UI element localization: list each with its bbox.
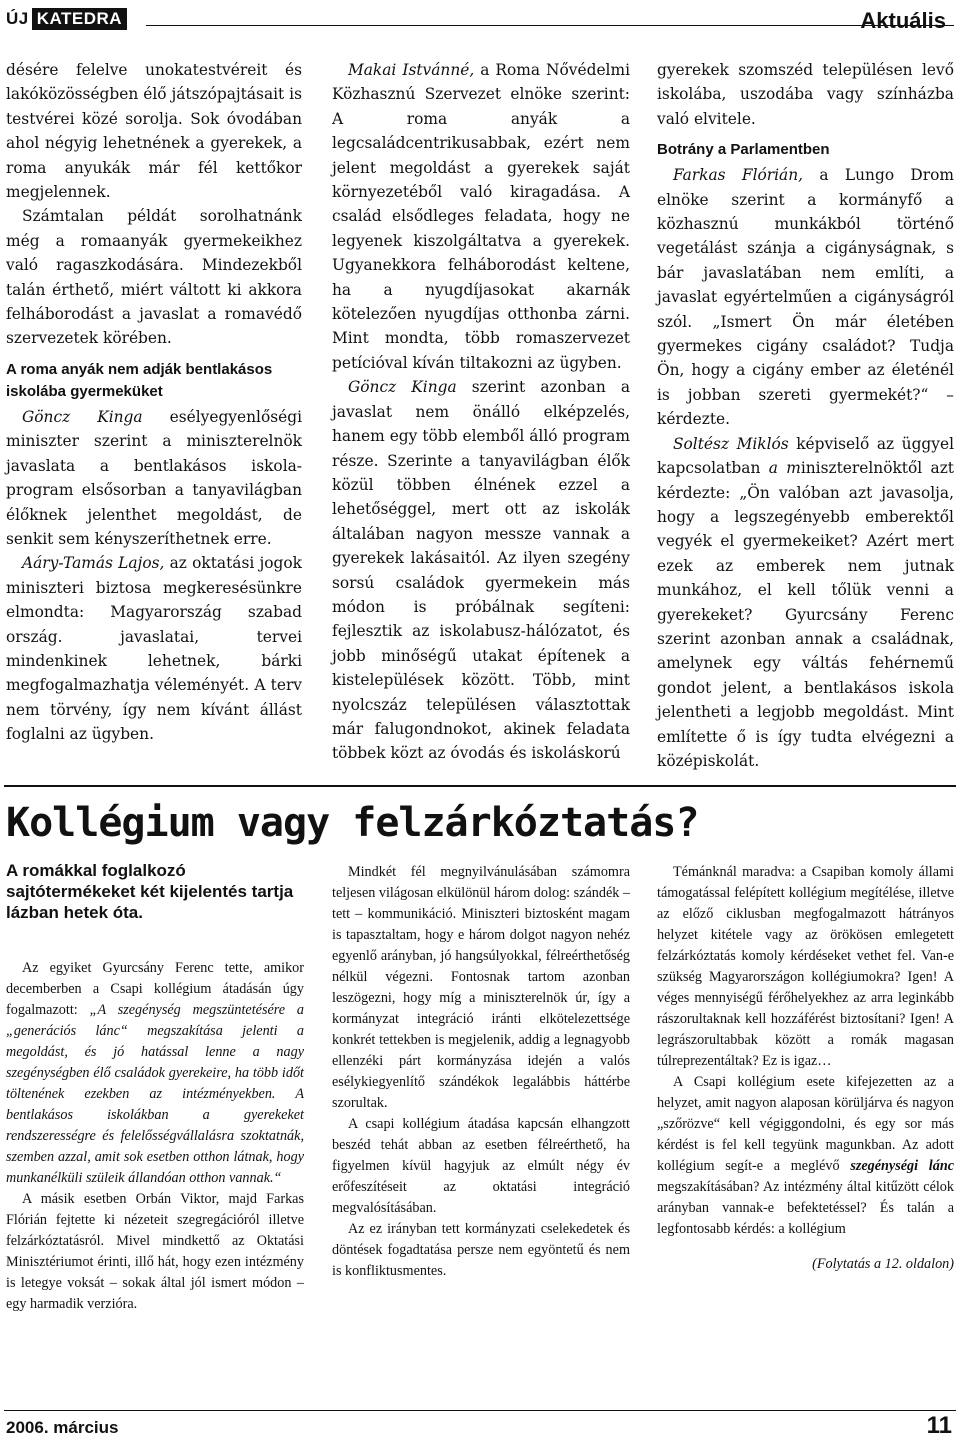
article2-headline: Kollégium vagy felzárkóztatás? xyxy=(6,800,699,846)
page-number: 11 xyxy=(926,1412,952,1439)
paragraph: Farkas Flórián, a Lungo Drom elnöke szerint a kormányfő a közhasznú munkákból történő vegetálást szánja a cigányságnak, s bár javaslatában nem említi, a javaslat egyértelműen a cigányságról szól. „Ismert Ön már életében gyermekes cigány családot? Tudja Ön, hogy a cigány ember az életénél is jobban szereti gyermekét?“ – kérdezte. xyxy=(657,166,954,429)
magazine-logo xyxy=(6,8,127,30)
person-name: Aáry-Tamás Lajos, xyxy=(22,554,165,573)
paragraph: Az egyiket Gyurcsány Ferenc tette, amikor decemberben a Csapi kollégium átadásán úgy fogalmazott: „A szegénység megszüntetésére a „generációs lánc“ megszakítása jelenti a megoldást, és jó hatással lenne a nagy szegénységben élő családok gyerekeire, ha több időt töltenének ezekben az intézményekben. A bentlakásos iskolákban a gyerekeket rendszerességre és felelősségvállalásra szoktatnák, szemben azzal, amit sok esetben otthon látnak, hogy munkanélküli szüleik állandóan otthon vannak.“ xyxy=(6,960,304,1186)
article1-column1 xyxy=(6,58,302,747)
header-rule xyxy=(146,25,954,26)
paragraph: gyerekek szomszéd településen levő iskolába, uszodába vagy színházba való elvitele. xyxy=(657,61,954,128)
page-header xyxy=(6,8,954,36)
person-name: Farkas Flórián, xyxy=(673,166,804,185)
quote: „A szegénység megszüntetésére a „generációs lánc“ megszakítása jelenti a megoldást, és jó hatással lenne a nagy szegénységben élő családok gyerekeire, ha több időt töltenének ezekben az intézményekben. A bentlakásos iskolákban a gyerekeket rendszerességre és felelősségvállalásra szoktatnák, szemben azzal, amit sok esetben otthon látnak, hogy munkanélküli szüleik állandóan otthon vannak.“ xyxy=(6,1002,304,1186)
continued-note: (Folytatás a 12. oldalon) xyxy=(812,1256,954,1272)
paragraph: Aáry-Tamás Lajos, az oktatási jogok miniszteri biztosa megkeresésünkre elmondta: Magyarország szabad ország. javaslatai, tervei mindenkinek lehetnek, bárki megfogalmazhatja véleményét. A terv nem törvény, így nem kívánt állást foglalni az ügyben. xyxy=(6,554,302,744)
paragraph: Makai Istvánné, a Roma Nővédelmi Közhasznú Szervezet elnöke szerint: A roma anyák a legcsaládcentrikusabbak, ezért nem jelent megoldást a gyerekek saját környezetéből való kiragadása. A család elsődleges feladata, hogy ne legyenek kiszolgáltatva a gyerekek. Ugyanekkora felháborodást keltene, ha a nyugdíjasokat akarnák kötelezően nyugdíjas otthonba zárni. Mint mondta, több romaszervezet petícióval kíván tiltakozni az ügyben. xyxy=(332,61,630,372)
person-name: Göncz Kinga xyxy=(22,407,143,426)
logo-name: KATEDRA xyxy=(32,8,127,30)
paragraph: A Csapi kollégium esete kifejezetten az a helyzet, amit nagyon alaposan körüljárva és nagyon „szőrözve“ kell végiggondolni, és egy sor más kérdést is fel kell tegyünk magunkban. Az adott kollégium segít-e a meglévő szegénységi lánc megszakításában? Az intézmény által kitűzött célok arányban vannak-e befektetéssel? És talán a legfontosabb kérdés: a kollégium xyxy=(657,1074,955,1237)
article-divider xyxy=(4,785,956,787)
article2-column2 xyxy=(332,862,630,1282)
subheading: Botrány a Parlamentben xyxy=(657,141,830,159)
paragraph: désére felelve unokatestvéreit és lakóközösségben élő játszópajtásait is testvérei közé sorolja. Sok óvodában ahol négyig lehetnének a gyerekek, a roma anyukák már fél kettőkor megjelennek. xyxy=(6,61,302,202)
paragraph: Témánknál maradva: a Csapiban komoly állami támogatással felépített kollégium megítélése, illetve az előző ciklusban megfogalmazott hátrányos helyzet kitétele vagy az örökösen emlegetett felzárkóztatás komoly kérdéseket vethet fel. Van-e szükség Magyarországon kollégiumokra? Igen! A véges mennyiségű férőhelyekhez az arra leginkább rászorultaknak kell hozzáférést biztosítani? Igen! A legrászorultabbak között a romák magasan túlreprezentáltak? Ez is igaz… xyxy=(657,864,954,1069)
person-name: Soltész Miklós xyxy=(673,434,789,453)
article1-column3 xyxy=(657,58,954,773)
issue-date: 2006. március xyxy=(6,1418,119,1437)
person-name: Makai Istvánné, xyxy=(348,61,475,79)
subheading: A roma anyák nem adják bentlakásos iskolába gyermeküket xyxy=(6,360,273,400)
paragraph: Számtalan példát sorolhatnánk még a romaanyák gyermekeikhez való ragaszkodására. Mindezekből talán érthető, miért váltott ki akkora felháborodást a javaslat a romavédő szervezetek körében. xyxy=(6,207,302,348)
section-title: Aktuális xyxy=(860,8,946,33)
paragraph: Soltész Miklós képviselő az üggyel kapcsolatban a miniszterelnöktől azt kérdezte: „Ön valóban azt javasolja, hogy a legszegényebb emberektől vegyék el gyermekeiket? Azért mert ezek az emberek nem jutnak munkához, el kell tőlük venni a gyerekeket? Gyurcsány Ferenc szerint azonban annak a családnak, amelynek egy váltás fehérnemű gondot jelent, a bentlakásos iskola jelentheti a legjobb megoldást. Mint említette ő is így tudta elvégezni a középiskolát. xyxy=(657,434,954,770)
article2-lead: A romákkal foglalkozó sajtótermékeket két kijelentés tartja lázban hetek óta. xyxy=(6,861,294,922)
footer-rule xyxy=(4,1410,956,1411)
paragraph: Mindkét fél megnyilvánulásában számomra teljesen világosan elkülönül három dolog: szándék – tett – kommunikáció. Miniszteri biztosként magam is tapasztaltam, hogy e három dolgot nagyon nehéz egyenlő arányban, jó hangsúlyokkal, félreérthetőség nélkül végezni. Fontosnak tartom azonban leszögezni, hogy míg a miniszterelnök úr, így a kormányzat integráció iránti elkötelezettsége konkrét tettekben is megjelenik, addig a legnagyobb ellenzéki párt kormányzása idején a valós esélykiegyenlítő szándékok legalábbis háttérbe szorultak. xyxy=(332,864,630,1111)
article2-column3 xyxy=(657,862,954,1275)
article1-column2 xyxy=(332,58,630,766)
paragraph: A másik esetben Orbán Viktor, majd Farkas Flórián fejtette ki nézeteit szegregációról illetve felzárkóztatásról. Mivel mindkettő az Oktatási Minisztériumot érinti, illő hát, hogy ezen intézmény is letegye voksát – sokak által jól ismert módon – egy harmadik verzióra. xyxy=(6,1191,304,1312)
paragraph: Göncz Kinga esélyegyenlőségi miniszter szerint a miniszterelnök javaslata a bentlakásos iskola-program elsősorban a tanyavilágban élőknek jelenthet megoldást, de senkit sem kényszeríthetnek erre. xyxy=(6,407,302,548)
paragraph: Az ez irányban tett kormányzati cselekedetek és döntések fogadtatása persze nem egyöntetű és nem is konfliktusmentes. xyxy=(332,1221,630,1279)
person-name: Göncz Kinga xyxy=(348,378,457,397)
paragraph: A csapi kollégium átadása kapcsán elhangzott beszéd tehát abban az esetben félreérthető, ha figyelmen kívül hagyjuk az elmúlt négy év erőfeszítéseit az oktatási integráció megvalósításában. xyxy=(332,1116,630,1216)
paragraph: Göncz Kinga szerint azonban a javaslat nem önálló elképzelés, hanem egy több elemből álló program része. Szerinte a tanyavilágban élők közül többen élnének ezzel a lehetőséggel, mert ott az iskolák általában nagyon messze vannak a gyerekek lakásaitól. Az ilyen szegény sorsú családok gyermekein más módon is próbálnak segíteni: fejlesztik az iskolabusz-hálózatot, és jobb minőségű utakat építenek a kistelepülések között. Több, mint nyolcszáz településen választottak már falugondnokot, akinek feladata többek közt az óvodás és iskoláskorú xyxy=(332,378,630,763)
logo-prefix: ÚJ xyxy=(6,9,29,28)
article2-column1 xyxy=(6,958,304,1315)
